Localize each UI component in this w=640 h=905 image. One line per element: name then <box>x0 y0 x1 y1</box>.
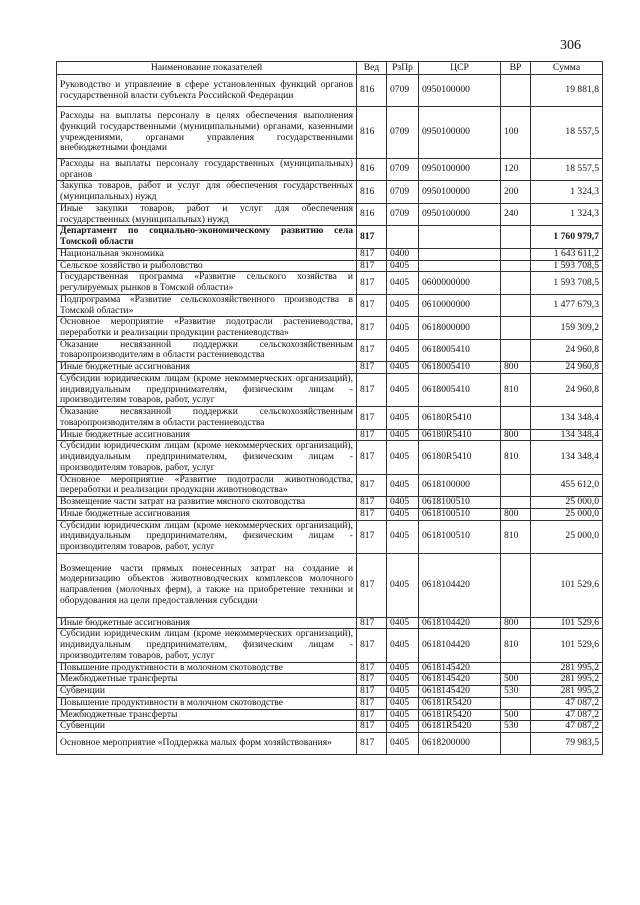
row-vr <box>501 662 531 674</box>
row-vr: 530 <box>501 721 531 733</box>
row-csr: 0618104420 <box>419 629 501 662</box>
row-rzpr: 0709 <box>387 159 419 181</box>
row-rzpr: 0405 <box>387 407 419 429</box>
table-row <box>57 520 603 553</box>
row-name: Межбюджетные трансферты <box>57 674 357 686</box>
row-csr: 0618005410 <box>419 339 501 361</box>
row-sum: 281 995,2 <box>531 674 603 686</box>
row-vr <box>501 294 531 316</box>
row-ved: 817 <box>357 629 387 662</box>
row-vr: 500 <box>501 709 531 721</box>
table-row <box>57 474 603 496</box>
row-vr: 800 <box>501 617 531 629</box>
row-vr <box>501 474 531 496</box>
row-name: Основное мероприятие «Развитие подотрасли растениеводства, переработки и реализации продукции растениеводства» <box>57 317 357 339</box>
row-rzpr: 0405 <box>387 474 419 496</box>
row-csr: 0610000000 <box>419 294 501 316</box>
row-rzpr: 0405 <box>387 721 419 733</box>
row-ved: 817 <box>357 617 387 629</box>
table-row <box>57 733 603 755</box>
row-name: Возмещение части прямых понесенных затрат на создание и модернизацию объектов животноводческих комплексов молочного направления (молочных ферм), а также на приобретение техники и оборудования на цели предоставления субсидии <box>57 553 357 617</box>
row-ved: 817 <box>357 226 387 248</box>
row-ved: 817 <box>357 260 387 272</box>
row-csr: 0618145420 <box>419 662 501 674</box>
row-vr <box>501 226 531 248</box>
row-vr: 810 <box>501 629 531 662</box>
row-name: Сельское хозяйство и рыболовство <box>57 260 357 272</box>
row-rzpr: 0405 <box>387 697 419 709</box>
row-sum: 134 348,4 <box>531 429 603 441</box>
row-name: Иные бюджетные ассигнования <box>57 429 357 441</box>
row-rzpr: 0405 <box>387 294 419 316</box>
row-name: Субвенции <box>57 721 357 733</box>
row-vr <box>501 497 531 509</box>
row-sum: 24 960,8 <box>531 339 603 361</box>
row-csr: 0950100000 <box>419 75 501 107</box>
table-row <box>57 260 603 272</box>
table-row <box>57 497 603 509</box>
row-ved: 817 <box>357 721 387 733</box>
row-name: Субсидии юридическим лицам (кроме некоммерческих организаций), индивидуальным предпринимателям, физическим лицам - производителям товаров, работ, услуг <box>57 520 357 553</box>
table-row <box>57 629 603 662</box>
table-row <box>57 508 603 520</box>
row-ved: 817 <box>357 441 387 474</box>
row-rzpr: 0405 <box>387 441 419 474</box>
table-row <box>57 553 603 617</box>
table-row <box>57 441 603 474</box>
row-ved: 817 <box>357 662 387 674</box>
table-row <box>57 272 603 294</box>
header-ved: Вед <box>357 62 387 75</box>
row-ved: 817 <box>357 709 387 721</box>
row-csr: 06181R5420 <box>419 721 501 733</box>
row-sum: 1 760 979,7 <box>531 226 603 248</box>
row-vr <box>501 75 531 107</box>
row-sum: 159 309,2 <box>531 317 603 339</box>
header-sum: Сумма <box>531 62 603 75</box>
header-name: Наименование показателей <box>57 62 357 75</box>
row-sum: 101 529,6 <box>531 629 603 662</box>
row-csr: 0618005410 <box>419 362 501 374</box>
row-rzpr: 0400 <box>387 248 419 260</box>
row-rzpr: 0405 <box>387 553 419 617</box>
row-vr: 810 <box>501 520 531 553</box>
row-vr <box>501 248 531 260</box>
row-vr: 810 <box>501 373 531 406</box>
table-row <box>57 662 603 674</box>
row-ved: 817 <box>357 497 387 509</box>
row-name: Повышение продуктивности в молочном скотоводстве <box>57 662 357 674</box>
table-row <box>57 294 603 316</box>
row-csr: 0618104420 <box>419 553 501 617</box>
row-vr: 500 <box>501 674 531 686</box>
row-rzpr: 0405 <box>387 629 419 662</box>
row-csr: 06181R5420 <box>419 709 501 721</box>
row-rzpr: 0405 <box>387 362 419 374</box>
table-row <box>57 721 603 733</box>
header-vr: ВР <box>501 62 531 75</box>
row-csr: 06180R5410 <box>419 429 501 441</box>
row-rzpr: 0709 <box>387 181 419 203</box>
row-sum: 134 348,4 <box>531 441 603 474</box>
row-csr: 0600000000 <box>419 272 501 294</box>
table-header-row <box>57 62 603 75</box>
row-sum: 101 529,6 <box>531 553 603 617</box>
row-name: Субсидии юридическим лицам (кроме некоммерческих организаций), индивидуальным предпринимателям, физическим лицам - производителям товаров, работ, услуг <box>57 373 357 406</box>
row-ved: 817 <box>357 373 387 406</box>
row-rzpr: 0405 <box>387 339 419 361</box>
row-name: Субсидии юридическим лицам (кроме некоммерческих организаций), индивидуальным предпринимателям, физическим лицам - производителям товаров, работ, услуг <box>57 629 357 662</box>
row-rzpr: 0709 <box>387 107 419 159</box>
table-row <box>57 407 603 429</box>
row-csr: 0618100510 <box>419 520 501 553</box>
table-row <box>57 248 603 260</box>
row-vr: 240 <box>501 203 531 225</box>
row-csr: 0950100000 <box>419 159 501 181</box>
row-ved: 816 <box>357 75 387 107</box>
row-sum: 1 593 708,5 <box>531 272 603 294</box>
row-sum: 1 643 611,2 <box>531 248 603 260</box>
row-sum: 25 000,0 <box>531 508 603 520</box>
row-name: Государственная программа «Развитие сельского хозяйства и регулируемых рынков в Томской области» <box>57 272 357 294</box>
row-sum: 1 324,3 <box>531 181 603 203</box>
row-sum: 25 000,0 <box>531 497 603 509</box>
row-name: Повышение продуктивности в молочном скотоводстве <box>57 697 357 709</box>
row-sum: 1 324,3 <box>531 203 603 225</box>
row-sum: 79 983,5 <box>531 733 603 755</box>
row-name: Оказание несвязанной поддержки сельскохозяйственным товаропроизводителям в области растениеводства <box>57 339 357 361</box>
table-row <box>57 674 603 686</box>
row-vr: 800 <box>501 508 531 520</box>
row-csr: 0950100000 <box>419 203 501 225</box>
row-sum: 1 477 679,3 <box>531 294 603 316</box>
page-number: 306 <box>560 38 581 53</box>
table-row <box>57 203 603 225</box>
row-name: Иные бюджетные ассигнования <box>57 362 357 374</box>
row-sum: 47 087,2 <box>531 709 603 721</box>
row-vr: 200 <box>501 181 531 203</box>
row-ved: 817 <box>357 733 387 755</box>
row-csr: 06181R5420 <box>419 697 501 709</box>
row-ved: 817 <box>357 317 387 339</box>
table-body <box>57 75 603 755</box>
table-row <box>57 226 603 248</box>
row-sum: 281 995,2 <box>531 686 603 698</box>
row-ved: 817 <box>357 407 387 429</box>
row-csr: 0618145420 <box>419 686 501 698</box>
row-name: Закупка товаров, работ и услуг для обеспечения государственных (муниципальных) нужд <box>57 181 357 203</box>
row-rzpr <box>387 226 419 248</box>
row-rzpr: 0405 <box>387 686 419 698</box>
row-ved: 817 <box>357 362 387 374</box>
row-name: Иные закупки товаров, работ и услуг для обеспечения государственных (муниципальных) нужд <box>57 203 357 225</box>
row-rzpr: 0405 <box>387 429 419 441</box>
row-vr: 100 <box>501 107 531 159</box>
row-vr: 530 <box>501 686 531 698</box>
row-rzpr: 0405 <box>387 497 419 509</box>
table-row <box>57 709 603 721</box>
row-vr <box>501 407 531 429</box>
row-name: Департамент по социально-экономическому развитию села Томской области <box>57 226 357 248</box>
row-csr: 0618100510 <box>419 497 501 509</box>
row-rzpr: 0405 <box>387 520 419 553</box>
row-csr: 06180R5410 <box>419 407 501 429</box>
row-name: Межбюджетные трансферты <box>57 709 357 721</box>
row-ved: 816 <box>357 181 387 203</box>
row-sum: 101 529,6 <box>531 617 603 629</box>
row-sum: 19 881,8 <box>531 75 603 107</box>
row-rzpr: 0405 <box>387 260 419 272</box>
row-rzpr: 0709 <box>387 203 419 225</box>
row-ved: 816 <box>357 159 387 181</box>
table-row <box>57 617 603 629</box>
row-csr <box>419 260 501 272</box>
row-vr <box>501 553 531 617</box>
row-name: Иные бюджетные ассигнования <box>57 617 357 629</box>
row-name: Субсидии юридическим лицам (кроме некоммерческих организаций), индивидуальным предпринимателям, физическим лицам - производителям товаров, работ, услуг <box>57 441 357 474</box>
row-sum: 47 087,2 <box>531 721 603 733</box>
row-ved: 816 <box>357 203 387 225</box>
row-vr <box>501 260 531 272</box>
row-csr: 0618104420 <box>419 617 501 629</box>
row-vr <box>501 317 531 339</box>
table-row <box>57 686 603 698</box>
row-name: Расходы на выплаты персоналу в целях обеспечения выполнения функций государственными (муниципальными) органами, казенными учреждениями, органами управления государственными внебюджетными фондами <box>57 107 357 159</box>
table-row <box>57 429 603 441</box>
row-csr: 0618100000 <box>419 474 501 496</box>
row-csr <box>419 248 501 260</box>
budget-table <box>56 61 603 755</box>
row-ved: 817 <box>357 553 387 617</box>
row-ved: 817 <box>357 474 387 496</box>
row-csr: 0618000000 <box>419 317 501 339</box>
row-csr: 0950100000 <box>419 107 501 159</box>
row-name: Расходы на выплаты персоналу государственных (муниципальных) органов <box>57 159 357 181</box>
row-ved: 817 <box>357 339 387 361</box>
table-row <box>57 317 603 339</box>
row-rzpr: 0405 <box>387 373 419 406</box>
row-sum: 47 087,2 <box>531 697 603 709</box>
row-rzpr: 0405 <box>387 508 419 520</box>
row-vr <box>501 733 531 755</box>
table-row <box>57 107 603 159</box>
table-row <box>57 373 603 406</box>
row-vr <box>501 697 531 709</box>
row-name: Основное мероприятие «Развитие подотрасли животноводства, переработки и реализации продукции животноводства» <box>57 474 357 496</box>
row-vr <box>501 272 531 294</box>
row-ved: 816 <box>357 107 387 159</box>
header-rzpr: РзПр <box>387 62 419 75</box>
row-ved: 817 <box>357 697 387 709</box>
row-rzpr: 0405 <box>387 662 419 674</box>
row-name: Субвенции <box>57 686 357 698</box>
row-ved: 817 <box>357 686 387 698</box>
row-name: Возмещение части затрат на развитие мясного скотоводства <box>57 497 357 509</box>
row-name: Иные бюджетные ассигнования <box>57 508 357 520</box>
row-sum: 24 960,8 <box>531 362 603 374</box>
row-rzpr: 0405 <box>387 272 419 294</box>
row-csr: 0618005410 <box>419 373 501 406</box>
table-row <box>57 339 603 361</box>
row-sum: 1 593 708,5 <box>531 260 603 272</box>
table-row <box>57 75 603 107</box>
row-sum: 18 557,5 <box>531 159 603 181</box>
row-sum: 455 612,0 <box>531 474 603 496</box>
row-csr: 0618145420 <box>419 674 501 686</box>
row-name: Оказание несвязанной поддержки сельскохозяйственным товаропроизводителям в области растениеводства <box>57 407 357 429</box>
table-row <box>57 181 603 203</box>
row-vr: 800 <box>501 429 531 441</box>
row-csr <box>419 226 501 248</box>
row-ved: 817 <box>357 520 387 553</box>
row-ved: 817 <box>357 508 387 520</box>
row-name: Подпрограмма «Развитие сельскохозяйственного производства в Томской области» <box>57 294 357 316</box>
row-name: Национальная экономика <box>57 248 357 260</box>
row-rzpr: 0709 <box>387 75 419 107</box>
row-sum: 281 995,2 <box>531 662 603 674</box>
row-ved: 817 <box>357 674 387 686</box>
row-ved: 817 <box>357 429 387 441</box>
row-rzpr: 0405 <box>387 709 419 721</box>
header-csr: ЦСР <box>419 62 501 75</box>
row-ved: 817 <box>357 272 387 294</box>
row-rzpr: 0405 <box>387 674 419 686</box>
row-vr: 800 <box>501 362 531 374</box>
row-sum: 24 960,8 <box>531 373 603 406</box>
row-csr: 0950100000 <box>419 181 501 203</box>
row-vr <box>501 339 531 361</box>
row-sum: 134 348,4 <box>531 407 603 429</box>
row-vr: 810 <box>501 441 531 474</box>
row-rzpr: 0405 <box>387 617 419 629</box>
row-ved: 817 <box>357 248 387 260</box>
row-rzpr: 0405 <box>387 317 419 339</box>
row-vr: 120 <box>501 159 531 181</box>
row-sum: 25 000,0 <box>531 520 603 553</box>
table-row <box>57 362 603 374</box>
row-ved: 817 <box>357 294 387 316</box>
row-csr: 0618100510 <box>419 508 501 520</box>
row-name: Основное мероприятие «Поддержка малых форм хозяйствования» <box>57 733 357 755</box>
table-row <box>57 159 603 181</box>
row-sum: 18 557,5 <box>531 107 603 159</box>
row-rzpr: 0405 <box>387 733 419 755</box>
row-name: Руководство и управление в сфере установленных функций органов государственной власти субъекта Российской Федерации <box>57 75 357 107</box>
table-row <box>57 697 603 709</box>
row-csr: 0618200000 <box>419 733 501 755</box>
row-csr: 06180R5410 <box>419 441 501 474</box>
